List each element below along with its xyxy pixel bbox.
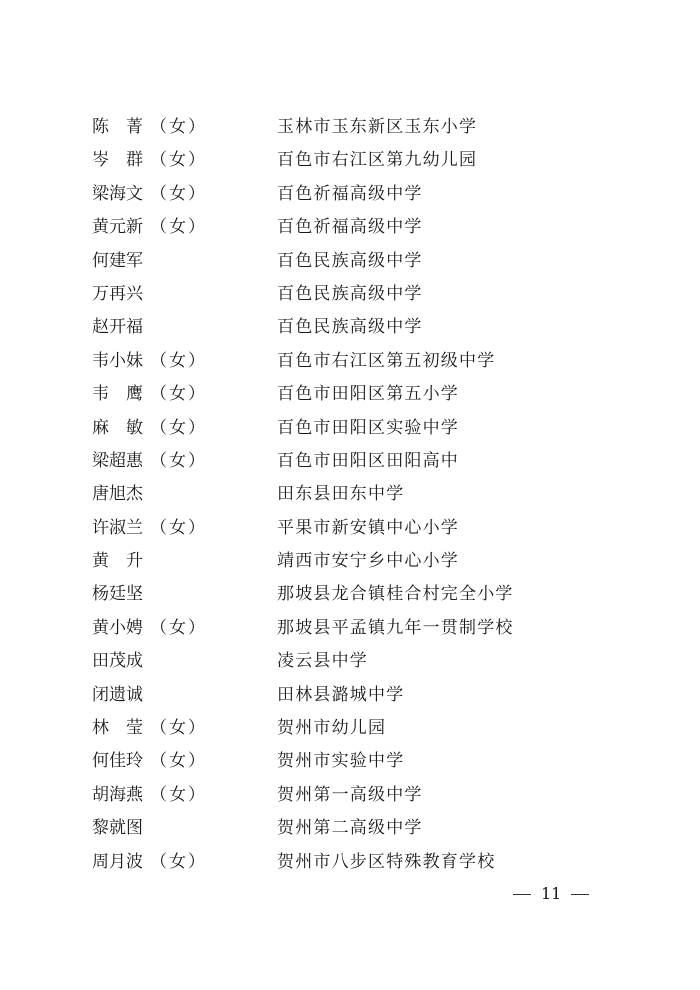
gender-note: （女） [150, 851, 207, 872]
person-name: 闭遗诚 [92, 684, 143, 705]
school-name: 那坡县平孟镇九年一贯制学校 [277, 617, 514, 638]
school-name: 百色祈福高级中学 [277, 183, 423, 204]
list-item [0, 846, 700, 879]
gender-note: （女） [150, 718, 207, 739]
school-name: 贺州市实验中学 [277, 751, 405, 772]
dash-right [571, 894, 589, 895]
school-name: 百色市田阳区田阳高中 [277, 450, 459, 471]
gender-note: （女） [150, 350, 207, 371]
school-name: 玉林市玉东新区玉东小学 [277, 117, 478, 137]
person-name: 何建军 [92, 250, 143, 271]
list-item [0, 478, 700, 511]
gender-note: （女） [150, 517, 207, 538]
list-item [0, 111, 700, 144]
school-name: 贺州第二高级中学 [277, 818, 423, 839]
school-name: 凌云县中学 [277, 651, 368, 672]
person-name: 岑 群 [92, 150, 143, 171]
list-item [0, 779, 700, 812]
gender-note: （女） [150, 183, 207, 204]
list-item [0, 311, 700, 344]
person-name: 胡海燕 [92, 784, 143, 805]
list-item [0, 178, 700, 211]
list-item [0, 745, 700, 778]
gender-note: （女） [150, 617, 207, 638]
school-name: 百色市右江区第九幼儿园 [277, 150, 478, 171]
school-name: 百色民族高级中学 [277, 283, 423, 304]
list-item [0, 345, 700, 378]
person-name: 赵开福 [92, 317, 143, 338]
gender-note: （女） [150, 150, 207, 171]
dash-left [513, 894, 531, 895]
list-item [0, 378, 700, 411]
person-name: 杨廷坚 [92, 584, 143, 605]
person-name: 陈 菁 [92, 117, 143, 137]
person-name: 唐旭杰 [92, 484, 143, 505]
person-name: 万再兴 [92, 283, 143, 304]
person-name: 韦小妹 [92, 350, 143, 371]
gender-note: （女） [150, 450, 207, 471]
school-name: 百色民族高级中学 [277, 250, 423, 271]
award-list [0, 111, 700, 879]
gender-note: （女） [150, 417, 207, 438]
person-name: 黄 升 [92, 551, 143, 572]
person-name: 田茂成 [92, 651, 143, 672]
school-name: 贺州市八步区特殊教育学校 [277, 851, 496, 872]
school-name: 田林县潞城中学 [277, 684, 405, 705]
school-name: 田东县田东中学 [277, 484, 405, 505]
person-name: 梁海文 [92, 183, 143, 204]
person-name: 韦 鹰 [92, 384, 143, 405]
list-item [0, 812, 700, 845]
list-item [0, 645, 700, 678]
person-name: 林 莹 [92, 718, 143, 739]
school-name: 百色民族高级中学 [277, 317, 423, 338]
school-name: 平果市新安镇中心小学 [277, 517, 459, 538]
list-item [0, 578, 700, 611]
school-name: 百色市田阳区第五小学 [277, 384, 459, 405]
school-name: 那坡县龙合镇桂合村完全小学 [277, 584, 514, 605]
person-name: 何佳玲 [92, 751, 143, 772]
school-name: 百色市右江区第五初级中学 [277, 350, 496, 371]
person-name: 黄元新 [92, 217, 143, 238]
list-item [0, 445, 700, 478]
school-name: 贺州第一高级中学 [277, 784, 423, 805]
list-item [0, 512, 700, 545]
person-name: 梁超惠 [92, 450, 143, 471]
list-item [0, 245, 700, 278]
page-number-value: 11 [541, 884, 562, 903]
list-item [0, 412, 700, 445]
person-name: 黄小娉 [92, 617, 143, 638]
school-name: 百色市田阳区实验中学 [277, 417, 459, 438]
person-name: 许淑兰 [92, 517, 143, 538]
school-name: 百色祈福高级中学 [277, 217, 423, 238]
list-item [0, 211, 700, 244]
list-item [0, 144, 700, 177]
list-item [0, 612, 700, 645]
school-name: 靖西市安宁乡中心小学 [277, 551, 459, 572]
list-item [0, 712, 700, 745]
gender-note: （女） [150, 784, 207, 805]
list-item [0, 679, 700, 712]
person-name: 周月波 [92, 851, 143, 872]
gender-note: （女） [150, 384, 207, 405]
gender-note: （女） [150, 117, 207, 137]
school-name: 贺州市幼儿园 [277, 718, 387, 739]
gender-note: （女） [150, 751, 207, 772]
person-name: 黎就图 [92, 818, 143, 839]
list-item [0, 278, 700, 311]
person-name: 麻 敏 [92, 417, 143, 438]
page-number [513, 884, 589, 903]
list-item [0, 545, 700, 578]
gender-note: （女） [150, 217, 207, 238]
